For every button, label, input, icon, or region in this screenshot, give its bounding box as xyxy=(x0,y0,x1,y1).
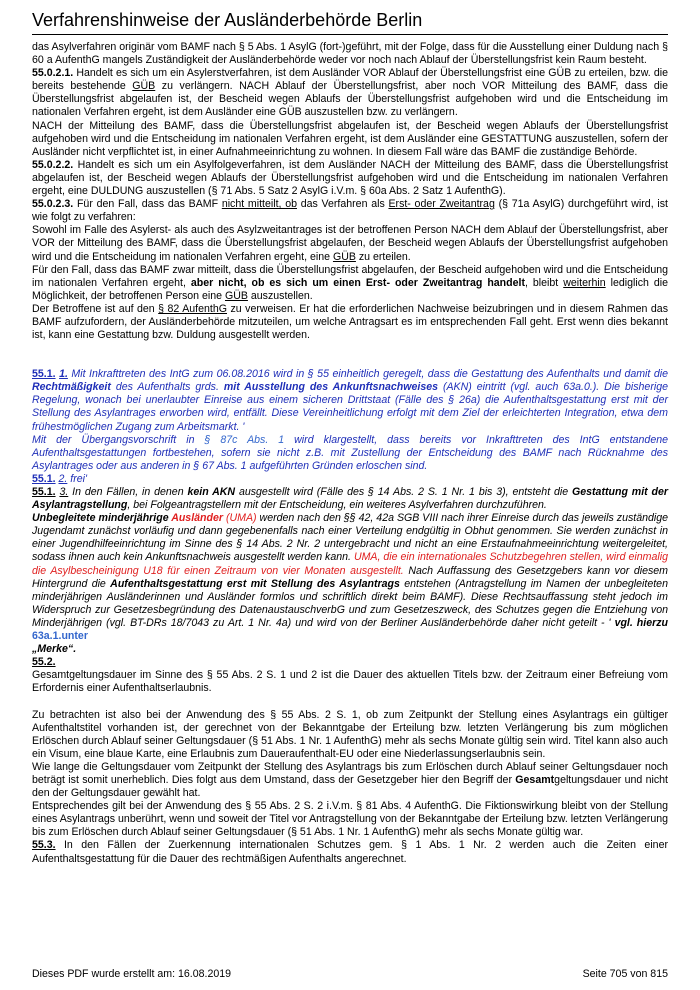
paragraph-55-0-2-3: 55.0.2.3. Für den Fall, dass das BAMF nicht mitteilt, ob das Verfahren als Erst- oder Zweitantrag (§ 71a AsylG) durchgeführt wird, ist wie folgt zu verfahren: xyxy=(32,198,668,224)
paragraph-55-0-2-1: 55.0.2.1. Handelt es sich um ein Asylerstverfahren, ist dem Ausländer VOR Ablauf der Überstellungsfrist eine GÜB zu erteilen, bzw. die bereits bestehende GÜB zu verlängern. NACH Ablauf der Überstellungsfrist, aber noch VOR Mitteilung des BAMF, dass die Überstellungsfrist abgelaufen ist, der Bescheid wegen Ablaufs der Überstellungsfrist aufgehoben wird und die Entscheidung im nationalen Verfahren ergeht, ist dem Ausländer eine GÜB auszustellen bzw. zu verlängern. xyxy=(32,67,668,119)
section-number: 55.1. xyxy=(32,368,56,381)
paragraph: Gesamtgeltungsdauer im Sinne des § 55 Abs. 2 S. 1 und 2 ist die Dauer des aktuellen Titels bzw. der Zeitraum einer Befreiung vom Erfordernis einer Aufenthaltserlaubnis. xyxy=(32,669,668,695)
paragraph: NACH der Mitteilung des BAMF, dass die Überstellungsfrist abgelaufen ist, der Bescheid wegen Ablaufs der Überstellungsfrist aufgehoben wird und die Entscheidung im nationalen Verfahren ergeht, ist dem Ausländer eine GESTATTUNG auszustellen, sofern der Ausländer nicht verpflichtet ist, in einer Aufnahmeeinrichtung zu wohnen. In diesem Fall wäre das BAMF die zuständige Behörde. xyxy=(32,119,668,158)
paragraph-uma: Unbegleitete minderjährige Ausländer (UMA) werden nach den §§ 42, 42a SGB VIII nach ihrer Einreise durch das jeweils zuständige Jugendamt zunächst vorläufig und dann gegebenenfalls nach einer Verteilung endgültig in Obhut genommen. Sie werden zunächst in einer Jugendhilfeeinrichtung im Sinne des § 14 Abs. 2 Nr. 2 untergebracht und nicht an eine Erstaufnahmeeinrichtung weitergeleitet, sodass ihnen auch kein Ankunftsnachweis ausgestellt werden kann. UMA, die ein internationales Schutzbegehren stellen, wird einmalig die Asylbescheinigung U18 für einen Zeitraum von vier Monaten ausgestellt. Nach Auffassung des Gesetzgebers kann vor diesem Hintergrund die Aufenthaltsgestattung erst mit Stellung des Asylantrags entstehen (Antragstellung im Namen der unbegleiteten minderjährigen Ausländerinnen und Ausländer formlos und schriftlich direkt beim BAMF). Diese Rechtsauffassung steht jedoch im Widerspruch zur Gesetzesbegründung des DatenaustauschverbG und zum Gesetzeszweck, des Schutzes gegen die Entziehung von Minderjährigen (vgl. BT-DRs 18/7043 zu Art. 1 Nr. 4a) und wird von der Berliner Ausländerbehörde daher nicht geteilt - ' vgl. hierzu 63a.1.unter „Merke“. xyxy=(32,512,669,656)
section-number: 55.1. xyxy=(32,472,56,485)
cross-reference-link[interactable]: 63a.1.unter xyxy=(32,630,88,643)
paragraph: Der Betroffene ist auf den § 82 AufenthG zu verweisen. Er hat die erforderlichen Nachweise beizubringen und in diesem Rahmen das BAMF aufzufordern, der Ausländerbehörde mitzuteilen, um welche Antragsart es im entsprechenden Fall geht. Erst wenn dies bekannt ist, kann eine Gestattung bzw. Duldung ausgestellt werden. xyxy=(32,302,668,342)
law-reference-link[interactable]: § 87c Abs. 1 xyxy=(204,433,285,446)
section-heading-55-2: 55.2. xyxy=(32,656,56,669)
section-number: 55.0.2.1. xyxy=(32,67,74,80)
paragraph-55-1-1: 55.1. 1. Mit Inkrafttreten des IntG zum 06.08.2016 wird in § 55 einheitlich geregelt, dass die Gestattung des Aufenthalts und damit die Rechtmäßigkeit des Aufenthalts grds. mit Ausstellung des Ankunftsnachweises (AKN) eintritt (vgl. auch 63a.0.). Die bisherige Regelung, wonach bei unerlaubter Einreise aus einem sicheren Drittstaat (Fälle des § 26a) die Aufenthaltsgestattung erst mit der Stellung des Asylantrages erworben wird, entfällt. Diese Vereinheitlichung erfolgt mit dem Ziel der erleichterten Integration, etwa dem frühestmöglichen Zugang zum Arbeitsmarkt. ' xyxy=(32,368,668,433)
section-number: 55.0.2.3. xyxy=(32,198,74,211)
paragraph: Zu betrachten ist also bei der Anwendung des § 55 Abs. 2 S. 1, ob zum Zeitpunkt der Stellung eines Asylantrags ein gültiger Aufenthaltstitel vorhanden ist, der gerechnet von der Bekanntgabe der Erteilung bzw. letzten Verlängerung bis zum möglichen Erlöschen durch Ablauf seiner Geltungsdauer (§ 51 Abs. 1 Nr. 1 AufenthG) mehr als sechs Monate gültig sein wird. Titel kann also auch ein Visum, eine blaue Karte, eine Erlaubnis zum Daueraufenthalt-EU oder eine Niederlassungserlaubnis sein. xyxy=(32,708,668,760)
paragraph: Entsprechendes gilt bei der Anwendung des § 55 Abs. 2 S. 2 i.V.m. § 81 Abs. 4 AufenthG. Die Fiktionswirkung bleibt von der Stellung eines Asylantrags unberührt, wenn und soweit der Titel vor Antragstellung von der Bekanntgabe der Erteilung bzw. letzten Verlängerung bis zum Erlöschen durch Ablauf seiner Geltungsdauer (§ 51 Abs. 1 Nr. 1 AufenthG) mehr als sechs Monate gültig war. xyxy=(32,800,668,839)
paragraph-55-1-3: 55.1. 3. In den Fällen, in denen kein AKN ausgestellt wird (Fälle des § 14 Abs. 2 S. 1 Nr. 1 bis 3), entsteht die Gestattung mit der Asylantragstellung, bei Folgeantragstellern mit der Entscheidung, ein weiteres Asylverfahren durchzuführen. xyxy=(32,486,669,512)
section-number: 55.1. xyxy=(32,486,56,498)
creation-date: Dieses PDF wurde erstellt am: 16.08.2019 xyxy=(32,968,232,980)
paragraph: Wie lange die Geltungsdauer vom Zeitpunkt der Stellung des Asylantrags bis zum Erlöschen durch Ablauf seiner Geltungsdauer noch beträgt ist somit unerheblich. Dies folgt aus dem Umstand, dass der Gesetzgeber hier den Begriff der Gesamtgeltungsdauer und nicht den der Geltungsdauer gewählt hat. xyxy=(32,760,668,800)
spacer xyxy=(32,342,668,368)
section-number: 55.3. xyxy=(32,839,56,852)
paragraph: Sowohl im Falle des Asylerst- als auch des Asylzweitantrages ist der betroffenen Person NACH dem Ablauf der Überstellungsfrist, aber VOR der Mitteilung des BAMF, dass die Überstellungsfrist abgelaufen, der Bescheid wegen Ablaufs der Überstellungsfrist aufgehoben wird und die Entscheidung im nationalen Verfahren ergeht, eine GÜB zu erteilen. xyxy=(32,224,668,263)
page-header-title: Verfahrenshinweise der Ausländerbehörde Berlin xyxy=(32,10,668,35)
page-number: Seite 705 von 815 xyxy=(582,968,668,980)
paragraph-55-1-2: 55.1. 2. frei' xyxy=(32,472,88,485)
paragraph-55-3: 55.3. In den Fällen der Zuerkennung internationalen Schutzes gem. § 1 Abs. 1 Nr. 2 werden auch die Zeiten einer Aufenthaltsgestattung für die Dauer des rechtmäßigen Aufenthalts angerechnet. xyxy=(32,839,668,865)
paragraph: Mit der Übergangsvorschrift in § 87c Abs. 1 wird klargestellt, dass bereits vor Inkrafttreten des IntG entstandene Aufenthaltsgestattungen fortbestehen, sofern sie nicht z.B. mit Zustellung der Entscheidung des BAMF nach Rücknahme des Asylantrages oder aus anderen in § 67 Abs. 1 aufgeführten Gründen erloschen sind. xyxy=(32,433,669,472)
paragraph-55-0-2-2: 55.0.2.2. Handelt es sich um ein Asylfolgeverfahren, ist dem Ausländer NACH der Mitteilung des BAMF, dass die Überstellungsfrist abgelaufen ist, der Bescheid wegen Ablaufs der Überstellungsfrist aufgehoben wird und die Entscheidung im nationalen Verfahren ergeht, eine DULDUNG auszustellen (§ 71 Abs. 5 Satz 2 AsylG i.V.m. § 60a Abs. 2 Satz 1 AufenthG). xyxy=(32,158,668,198)
document-body xyxy=(32,41,668,866)
page-footer xyxy=(32,968,668,980)
paragraph: Für den Fall, dass das BAMF zwar mitteilt, dass die Überstellungsfrist abgelaufen, der Bescheid aufgehoben wird und die Entscheidung im nationalen Verfahren ergeht, aber nicht, ob es sich um einen Erst- oder Zweitantrag handelt, bleibt weiterhin lediglich die Möglichkeit, der betroffenen Person eine GÜB auszustellen. xyxy=(32,263,669,302)
section-number: 55.0.2.2. xyxy=(32,158,74,171)
paragraph: das Asylverfahren originär vom BAMF nach § 5 Abs. 1 AsylG (fort-)geführt, mit der Folge, dass für die Ausstellung einer Duldung nach § 60 a AufenthG mangels Zuständigkeit der Ausländerbehörde weder vor noch nach Ablauf der Überstellungsfrist kein Raum besteht. xyxy=(32,41,668,67)
spacer xyxy=(32,696,668,709)
